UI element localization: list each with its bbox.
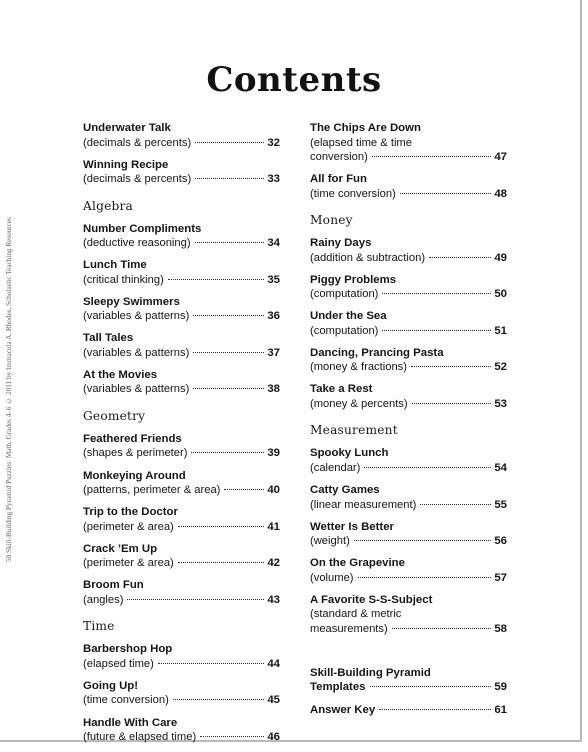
page-number: 34: [267, 237, 280, 250]
page-number: 39: [267, 447, 280, 460]
entry-description: (standard & metric: [310, 608, 402, 621]
dot-leader: [429, 257, 491, 258]
page-number: 32: [267, 136, 280, 149]
toc-entry[interactable]: [83, 578, 280, 607]
toc-entry[interactable]: [83, 542, 280, 571]
entry-description: (calendar): [310, 461, 361, 474]
section-heading-algebra: Algebra: [83, 198, 134, 213]
page-number: 61: [494, 703, 507, 716]
entry-description: (future & elapsed time): [83, 731, 197, 744]
toc-entry[interactable]: [83, 642, 280, 671]
contents-column-right: [310, 121, 507, 725]
entry-title: Rainy Days: [310, 237, 372, 250]
page-number: 57: [494, 571, 507, 584]
dot-leader: [224, 489, 264, 490]
toc-entry[interactable]: [310, 236, 507, 265]
dot-leader: [168, 279, 265, 280]
entry-title: Catty Games: [310, 484, 380, 497]
toc-entry[interactable]: [310, 309, 507, 338]
entry-title: Underwater Talk: [83, 122, 171, 134]
toc-entry[interactable]: [83, 295, 280, 324]
toc-entry[interactable]: [310, 346, 507, 375]
dot-leader: [400, 193, 492, 194]
entry-title: At the Movies: [83, 368, 158, 381]
dot-leader: [193, 388, 264, 389]
entry-title: Feathered Friends: [83, 432, 182, 445]
toc-entry[interactable]: [83, 222, 280, 251]
toc-entry[interactable]: [310, 483, 507, 512]
dot-leader: [195, 242, 265, 243]
entry-description: (weight): [310, 535, 350, 548]
entry-title: Take a Rest: [310, 383, 373, 396]
entry-description: conversion): [310, 151, 368, 163]
toc-entry[interactable]: [310, 382, 507, 411]
entry-title: The Chips Are Down: [310, 122, 421, 134]
page-number: 56: [494, 535, 507, 548]
entry-title: Crack ’Em Up: [83, 542, 158, 555]
page-number: 44: [267, 657, 280, 670]
entry-title: Dancing, Prancing Pasta: [310, 346, 444, 359]
page-number: 50: [494, 288, 507, 301]
entry-description: (shapes & perimeter): [83, 447, 188, 460]
entry-description: (computation): [310, 324, 379, 337]
entry-title: Wetter Is Better: [310, 520, 394, 533]
entry-title: All for Fun: [310, 173, 367, 186]
entry-title: Handle With Care: [83, 716, 178, 729]
entry-title-continued: Templates: [310, 681, 366, 694]
entry-title: Under the Sea: [310, 310, 387, 323]
page-number: 41: [267, 520, 280, 533]
toc-entry[interactable]: [83, 368, 280, 397]
dot-leader: [158, 663, 264, 664]
dot-leader: [354, 540, 492, 541]
page-number: 55: [494, 498, 507, 511]
entry-description: (addition & subtraction): [310, 251, 426, 264]
entry-title: Piggy Problems: [310, 273, 397, 286]
toc-entry[interactable]: [310, 446, 507, 475]
page-number: 36: [267, 310, 280, 323]
entry-description: (angles): [83, 593, 124, 606]
dot-leader: [178, 526, 265, 527]
spine-credit-text: 50 Skill-Building Pyramid Puzzles: Math, Grades 4–6 © 2011 by Immacula A. Rhodes, Scholastic Teaching Resources: [5, 217, 13, 563]
entry-title: On the Grapevine: [310, 557, 405, 570]
entry-description: (time conversion): [310, 187, 396, 200]
toc-entry[interactable]: [310, 703, 507, 718]
entry-description: (perimeter & area): [83, 557, 174, 570]
dot-leader: [191, 452, 264, 453]
entry-description: (money & percents): [310, 397, 408, 410]
entry-description: (variables & patterns): [83, 310, 190, 323]
dot-leader: [173, 699, 265, 700]
page-number: 48: [494, 187, 507, 200]
dot-leader: [411, 366, 491, 367]
page-number: 46: [267, 731, 280, 744]
dot-leader: [382, 293, 491, 294]
dot-leader: [195, 178, 264, 179]
page-number: 59: [494, 681, 507, 694]
page-title: Contents: [206, 60, 382, 100]
dot-leader: [372, 156, 492, 157]
entry-description: (linear measurement): [310, 498, 417, 511]
dot-leader: [379, 709, 491, 710]
entry-description: (elapsed time): [83, 657, 154, 670]
toc-entry[interactable]: [310, 273, 507, 302]
dot-leader: [195, 142, 264, 143]
toc-entry[interactable]: [310, 121, 507, 165]
page-number: 37: [267, 346, 280, 359]
section-heading-geometry: Geometry: [83, 408, 146, 423]
entry-description: (variables & patterns): [83, 346, 190, 359]
page-number: 40: [267, 484, 280, 497]
dot-leader: [412, 403, 492, 404]
toc-entry[interactable]: [310, 172, 507, 201]
dot-leader: [193, 352, 264, 353]
page-number: 58: [494, 622, 507, 635]
dot-leader: [382, 330, 491, 331]
entry-description: measurements): [310, 622, 388, 635]
dot-leader: [127, 599, 264, 600]
page-number: 42: [267, 557, 280, 570]
page-number: 35: [267, 273, 280, 286]
entry-title: Lunch Time: [83, 259, 147, 272]
entry-title: Skill-Building Pyramid: [310, 666, 431, 679]
entry-description: (critical thinking): [83, 273, 164, 286]
page-number: 45: [267, 694, 280, 707]
entry-description: (decimals & percents): [83, 136, 192, 149]
toc-entry[interactable]: [83, 716, 280, 745]
toc-entry[interactable]: [310, 666, 507, 695]
dot-leader: [420, 504, 491, 505]
entry-description: (decimals & percents): [83, 173, 192, 186]
dot-leader: [392, 628, 492, 629]
toc-entry[interactable]: [83, 258, 280, 287]
dot-leader: [200, 736, 264, 737]
toc-entry[interactable]: [83, 469, 280, 498]
dot-leader: [193, 315, 264, 316]
page-number: 38: [267, 383, 280, 396]
entry-title: Trip to the Doctor: [83, 506, 178, 519]
entry-description: (deductive reasoning): [83, 237, 191, 250]
page-number: 43: [267, 593, 280, 606]
page-number: 51: [494, 324, 507, 337]
entry-title: Answer Key: [310, 703, 376, 716]
entry-description: (perimeter & area): [83, 520, 174, 533]
page-number: 54: [494, 461, 507, 474]
entry-title: Winning Recipe: [83, 158, 169, 171]
page-number: 33: [267, 173, 280, 186]
page-number: 47: [494, 151, 507, 163]
page-number: 53: [494, 397, 507, 410]
toc-entry[interactable]: [310, 593, 507, 637]
entry-description: (time conversion): [83, 694, 169, 707]
section-heading-money: Money: [310, 213, 353, 228]
entry-description: (elapsed time & time: [310, 136, 412, 149]
entry-description: (variables & patterns): [83, 383, 190, 396]
entry-description: (computation): [310, 288, 379, 301]
entry-title: Going Up!: [83, 679, 139, 692]
dot-leader: [358, 577, 492, 578]
entry-description: (volume): [310, 571, 354, 584]
entry-description: (patterns, perimeter & area): [83, 484, 221, 497]
entry-title: Barbershop Hop: [83, 643, 173, 656]
entry-title: Monkeying Around: [83, 469, 186, 482]
dot-leader: [370, 686, 492, 687]
entry-title: Number Compliments: [83, 222, 202, 235]
dot-leader: [178, 562, 265, 563]
entry-title: Sleepy Swimmers: [83, 295, 180, 308]
toc-entry[interactable]: [310, 520, 507, 549]
entry-title: Tall Tales: [83, 332, 134, 345]
entry-title: Broom Fun: [83, 579, 144, 592]
entry-description: (money & fractions): [310, 361, 407, 374]
spacer: [310, 644, 507, 666]
toc-entry[interactable]: [83, 505, 280, 534]
toc-entry[interactable]: [83, 158, 280, 187]
contents-column-left: [83, 121, 280, 752]
entry-title: A Favorite S-S-Subject: [310, 593, 433, 606]
page-number: 52: [494, 361, 507, 374]
toc-entry[interactable]: [83, 679, 280, 708]
toc-entry[interactable]: [310, 556, 507, 585]
toc-entry[interactable]: [83, 121, 280, 150]
entry-title: Spooky Lunch: [310, 447, 389, 460]
section-heading-time: Time: [83, 619, 115, 634]
toc-entry[interactable]: [83, 331, 280, 360]
dot-leader: [364, 467, 491, 468]
toc-entry[interactable]: [83, 432, 280, 461]
page-number: 49: [494, 251, 507, 264]
section-heading-measurement: Measurement: [310, 423, 398, 438]
